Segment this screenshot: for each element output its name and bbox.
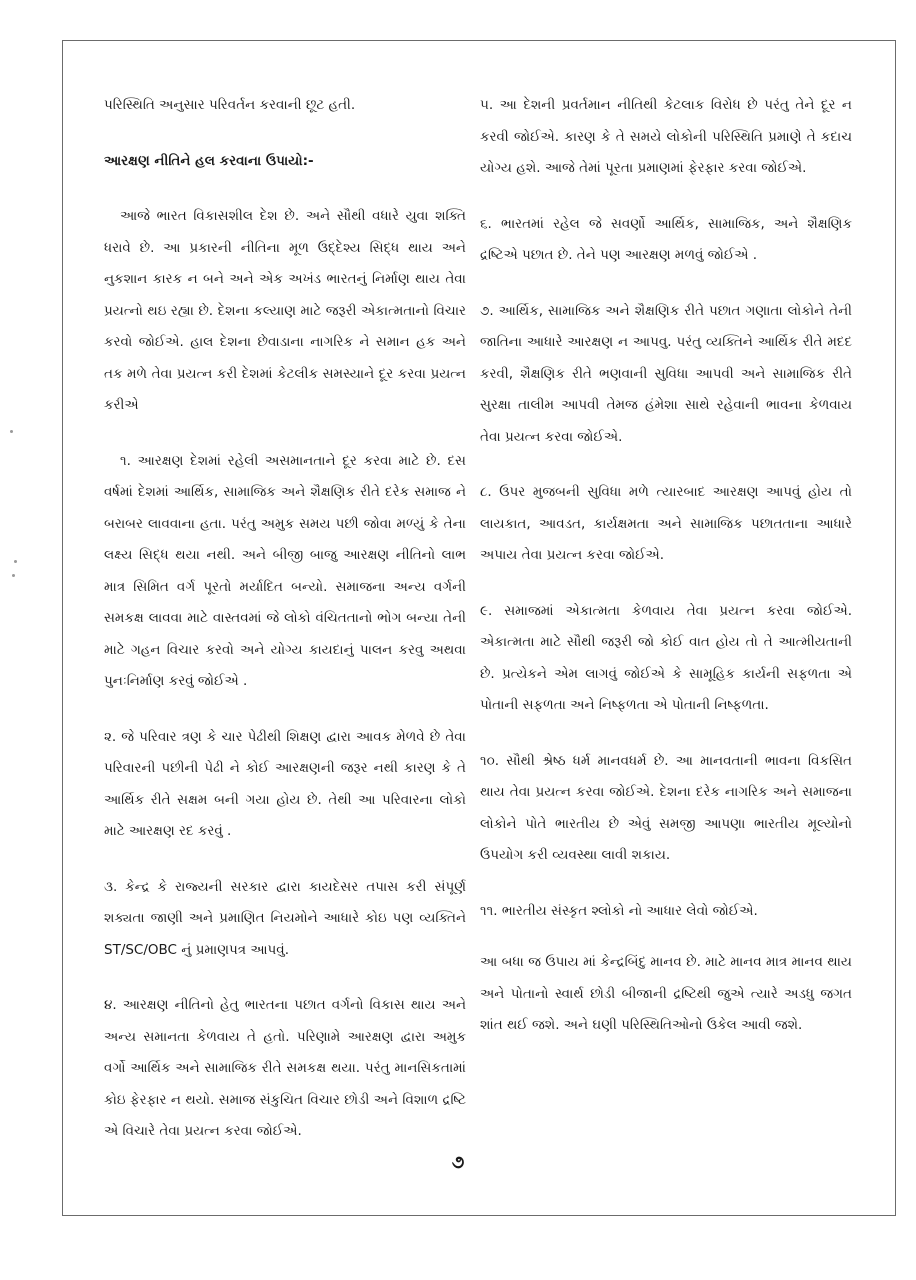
- point-5: ૫. આ દેશની પ્રવર્તમાન નીતિથી કેટલાક વિરોધ છે પરંતુ તેને દૂર ન કરવી જોઈએ. કારણ કે તે સમયે લોકોની પરિસ્થિતિ પ્રમાણે તે કદાચ યોગ્ય હશે. આજે તેમાં પૂરતા પ્રમાણમાં ફેરફાર કરવા જોઈએ.: [480, 97, 852, 176]
- point-1: ૧. આરક્ષણ દેશમાં રહેલી અસમાનતાને દૂર કરવા માટે છે. દસ વર્ષમાં દેશમાં આર્થિક, સામાજિક અને શૈક્ષણિક રીતે દરેક સમાજ ને બરાબર લાવવાના હતા. પરંતુ અમુક સમય પછી જોવા મળ્યું કે તેના લક્ષ્ય સિદ્ધ થયા નથી. અને બીજી બાજુ આરક્ષણ નીતિનો લાભ માત્ર સિમિત વર્ગ પૂરતો મર્યાદિત બન્યો. સમાજના અન્ય વર્ગની સમકક્ષ લાવવા માટે વાસ્તવમાં જે લોકો વંચિતતાનો ભોગ બન્યા તેની માટે ગહન વિચાર કરવો અને યોગ્ય કાયદાનું પાલન કરવુ અથવા પુનઃનિર્માણ કરવું જોઈએ .: [104, 452, 466, 689]
- scan-speck: [12, 574, 15, 577]
- point-10: ૧૦. સૌથી શ્રેષ્ઠ ધર્મ માનવધર્મ છે. આ માનવતાની ભાવના વિકસિત થાય તેવા પ્રયત્ન કરવા જોઈએ. દેશના દરેક નાગરિક અને સમાજના લોકોને પોતે ભારતીય છે એવું સમજી આપણા ભારતીય મૂલ્યોનો ઉપયોગ કરી વ્યવસ્થા લાવી શકાય.: [480, 752, 852, 863]
- section-heading: આરક્ષણ નીતિને હલ કરવાના ઉપાયો:-: [104, 152, 314, 169]
- right-column: [480, 90, 852, 1066]
- point-6: ૬. ભારતમાં રહેલ જે સવર્ણો આર્થિક, સામાજિક, અને શૈક્ષણિક દ્રષ્ટિએ પછાત છે. તેને પણ આરક્ષણ મળવું જોઈએ .: [480, 215, 852, 263]
- conclusion: આ બધા જ ઉપાય માં કેન્દ્રબિંદુ માનવ છે. માટે માનવ માત્ર માનવ થાય અને પોતાનો સ્વાર્થ છોડી બીજાની દ્રષ્ટિથી જુએ ત્યારે અડધુ જગત શાંત થઈ જશે. અને ઘણી પરિસ્થિતિઓનો ઉકેલ આવી જશે.: [480, 954, 852, 1033]
- point-11: ૧૧. ભારતીય સંસ્કૃત શ્લોકો નો આધાર લેવો જોઈએ.: [480, 902, 758, 919]
- point-2: ૨. જે પરિવાર ત્રણ કે ચાર પેઢીથી શિક્ષણ દ્વારા આવક મેળવે છે તેવા પરિવારની પછીની પેઢી ને કોઈ આરક્ષણની જરૂર નથી કારણ કે તે આર્થિક રીતે સક્ષમ બની ગયા હોય છે. તેથી આ પરિવારના લોકો માટે આરક્ષણ રદ કરવું .: [104, 728, 466, 839]
- point-7: ૭. આર્થિક, સામાજિક અને શૈક્ષણિક રીતે પછાત ગણાતા લોકોને તેની જાતિના આધારે આરક્ષણ ન આપવુ. પરંતુ વ્યક્તિને આર્થિક રીતે મદદ કરવી, શૈક્ષણિક રીતે ભણવાની સુવિધા આપવી અને સામાજિક રીતે સુરક્ષા તાલીમ આપવી તેમજ હંમેશા સાથે રહેવાની ભાવના કેળવાય તેવા પ્રયત્ન કરવા જોઈએ.: [480, 302, 852, 445]
- scan-speck: [10, 430, 13, 433]
- point-9: ૯. સમાજમાં એકાત્મતા કેળવાય તેવા પ્રયત્ન કરવા જોઈએ. એકાત્મતા માટે સૌથી જરૂરી જો કોઈ વાત હોય તો તે આત્મીયતાની છે. પ્રત્યેકને એમ લાગવું જોઈએ કે સામૂહિક કાર્યની સફળતા એ પોતાની સફળતા અને નિષ્ફળતા એ પોતાની નિષ્ફળતા.: [480, 602, 852, 713]
- paragraph-continuation: પરિસ્થિતિ અનુસાર પરિવર્તન કરવાની છૂટ હતી.: [104, 97, 356, 113]
- left-column: [104, 90, 466, 1172]
- point-3: ૩. કેન્દ્ર કે રાજ્યની સરકાર દ્વારા કાયદેસર તપાસ કરી સંપૂર્ણ શક્યતા જાણી અને પ્રમાણિત નિયમોને આધારે કોઇ પણ વ્યક્તિને ST/SC/OBC નું પ્રમાણપત્ર આપવું.: [104, 878, 466, 958]
- paragraph-intro: આજે ભારત વિકાસશીલ દેશ છે. અને સૌથી વધારે યુવા શક્તિ ધરાવે છે. આ પ્રકારની નીતિના મૂળ ઉદ્દેશ્ય સિદ્ધ થાય અને નુકશાન કારક ન બને અને એક અખંડ ભારતનું નિર્માણ થાય તેવા પ્રયત્નો થઇ રહ્યા છે. દેશના કલ્યાણ માટે જરૂરી એકાત્મતાનો વિચાર કરવો જોઈએ. હાલ દેશના છેવાડાના નાગરિક ને સમાન હક અને તક મળે તેવા પ્રયત્ન કરી દેશમાં કેટલીક સમસ્યાને દૂર કરવા પ્રયત્ન કરીએ: [104, 208, 466, 413]
- point-4: ૪. આરક્ષણ નીતિનો હેતુ ભારતના પછાત વર્ગનો વિકાસ થાય અને અન્ય સમાનતા કેળવાય તે હતો. પરિણામે આરક્ષણ દ્વારા અમુક વર્ગો આર્થિક અને સામાજિક રીતે સમકક્ષ થયા. પરંતુ માનસિકતામાં કોઇ ફેરફાર ન થયો. સમાજ સંકુચિત વિચાર છોડી અને વિશાળ દ્રષ્ટિ એ વિચારે તેવા પ્રયત્ન કરવા જોઈએ.: [104, 997, 466, 1139]
- scan-speck: [14, 560, 17, 563]
- point-8: ૮. ઉપર મુજબની સુવિધા મળે ત્યારબાદ આરક્ષણ આપવું હોય તો લાયકાત, આવડત, કાર્યક્ષમતા અને સામાજિક પછાતતાના આધારે અપાય તેવા પ્રયત્ન કરવા જોઈએ.: [480, 484, 852, 563]
- page-number: ૭: [451, 1152, 465, 1173]
